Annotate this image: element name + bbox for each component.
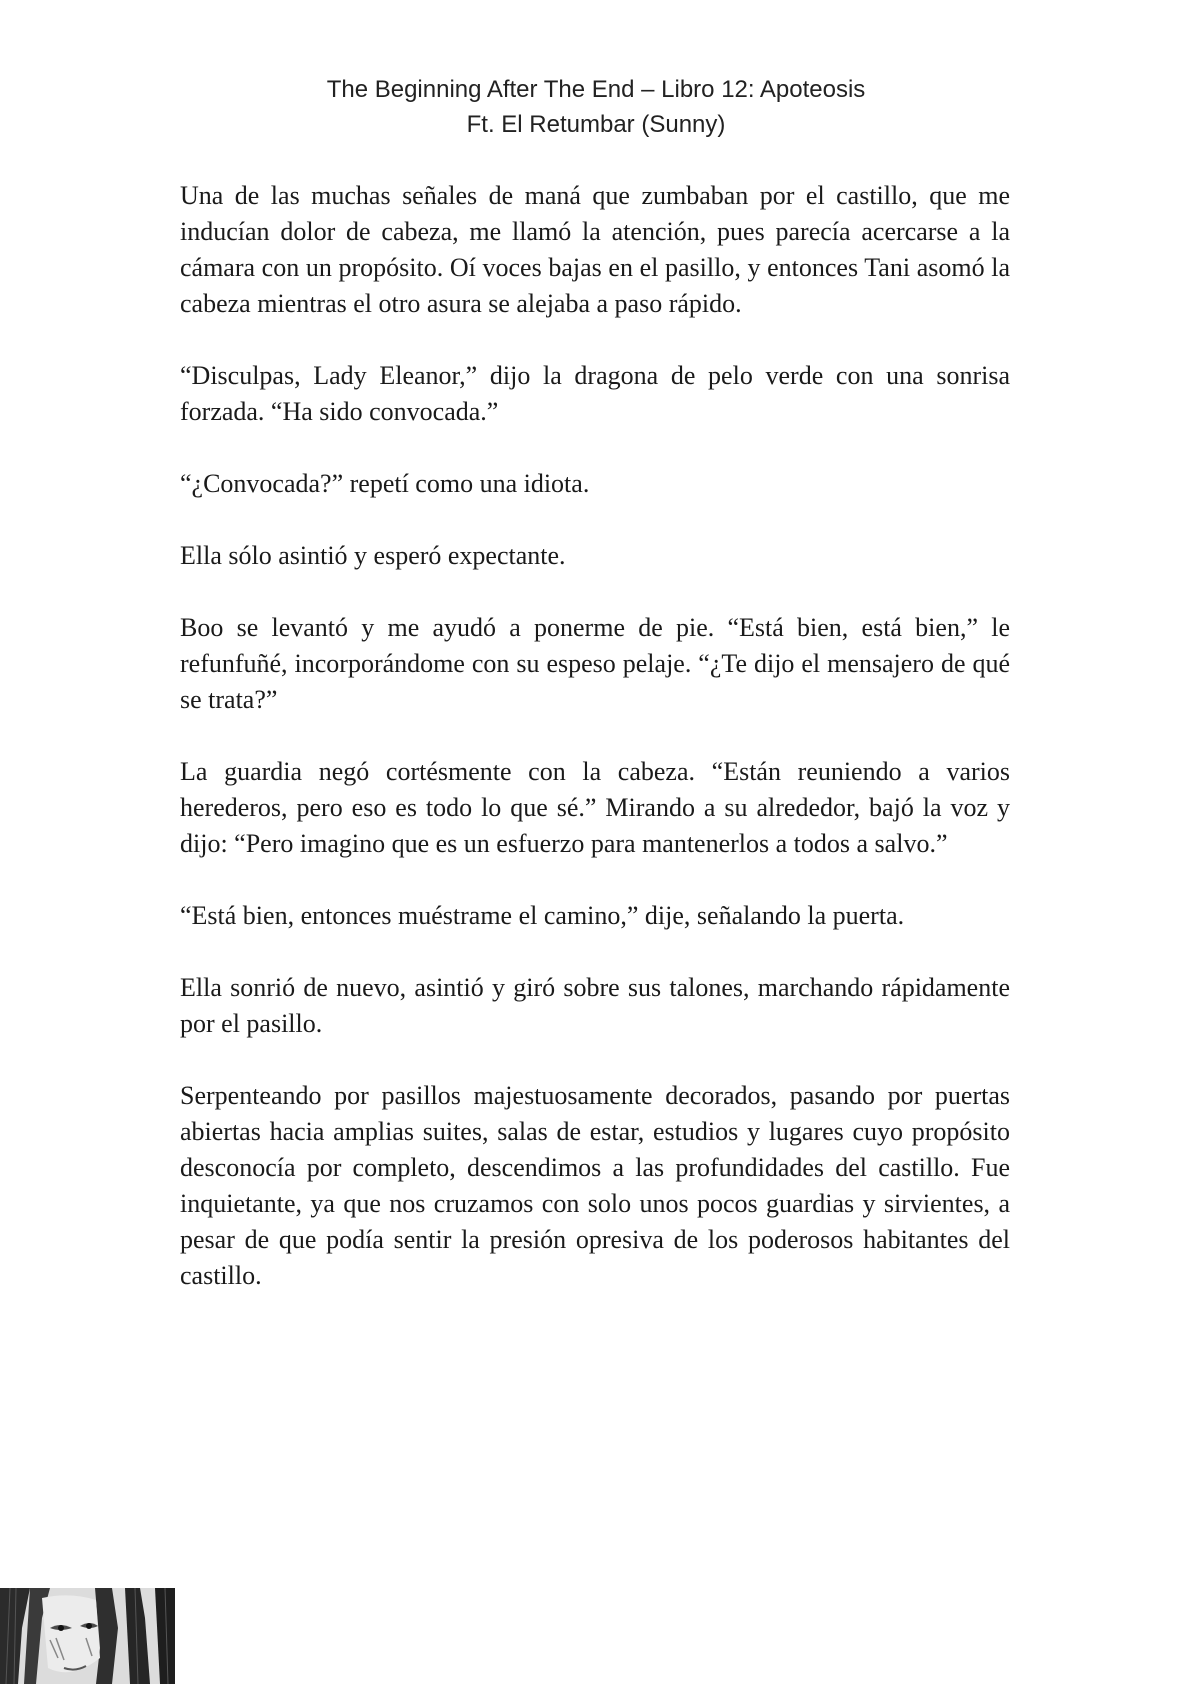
translator-credit: Ft. El Retumbar (Sunny) xyxy=(466,111,726,138)
paragraph: Ella sólo asintió y esperó expectante. xyxy=(180,541,566,570)
paragraph: “Disculpas, Lady Eleanor,” dijo la dragona de pelo verde con una sonrisa forzada. “Ha sido convocada.” xyxy=(180,361,1010,426)
paragraph: La guardia negó cortésmente con la cabeza. “Están reuniendo a varios herederos, pero eso es todo lo que sé.” Mirando a su alrededor, bajó la voz y dijo: “Pero imagino que es un esfuerzo para mantenerlos a todos a salvo.” xyxy=(180,757,1010,858)
paragraph: Ella sonrió de nuevo, asintió y giró sobre sus talones, marchando rápidamente por el pasillo. xyxy=(180,973,1010,1038)
manga-character-portrait-icon xyxy=(0,1588,175,1684)
page-header xyxy=(0,72,1192,142)
book-title: The Beginning After The End – Libro 12: Apoteosis xyxy=(326,76,866,103)
paragraph: Serpenteando por pasillos majestuosamente decorados, pasando por puertas abiertas hacia amplias suites, salas de estar, estudios y lugares cuyo propósito desconocía por completo, descendimos a las profundidades del castillo. Fue inquietante, ya que nos cruzamos con solo unos pocos guardias y sirvientes, a pesar de que podía sentir la presión opresiva de los poderosos habitantes del castillo. xyxy=(180,1081,1010,1290)
paragraph: Boo se levantó y me ayudó a ponerme de pie. “Está bien, está bien,” le refunfuñé, incorporándome con su espeso pelaje. “¿Te dijo el mensajero de qué se trata?” xyxy=(180,613,1010,714)
paragraph: “Está bien, entonces muéstrame el camino,” dije, señalando la puerta. xyxy=(180,901,905,930)
paragraph: Una de las muchas señales de maná que zumbaban por el castillo, que me inducían dolor de cabeza, me llamó la atención, pues parecía acercarse a la cámara con un propósito. Oí voces bajas en el pasillo, y entonces Tani asomó la cabeza mientras el otro asura se alejaba a paso rápido. xyxy=(180,181,1010,318)
paragraph: “¿Convocada?” repetí como una idiota. xyxy=(180,469,590,498)
chapter-body xyxy=(180,178,1010,1330)
